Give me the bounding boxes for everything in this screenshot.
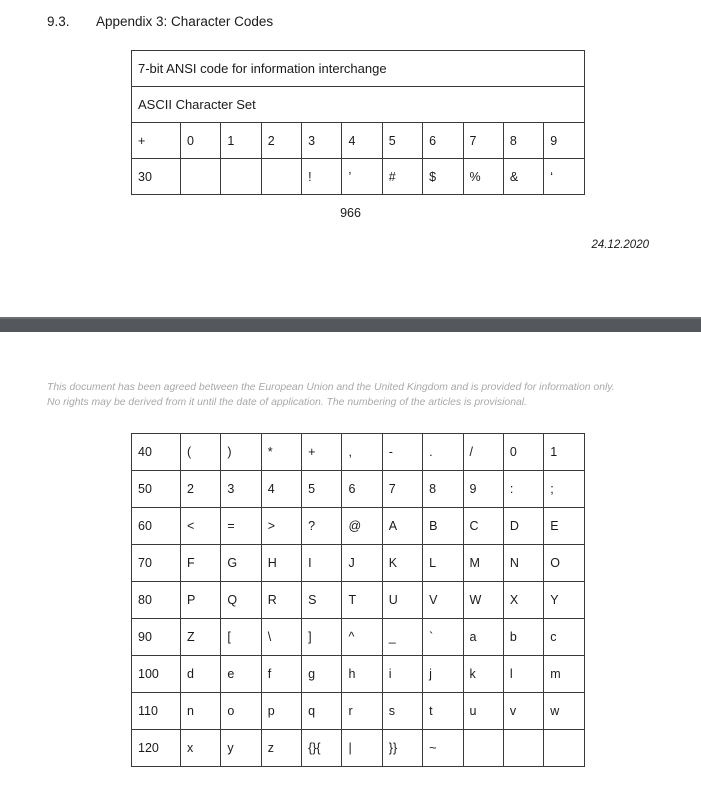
section-title: Appendix 3: Character Codes [96, 14, 274, 29]
table-cell: z [261, 730, 301, 767]
table-cell: > [261, 508, 301, 545]
table-row [132, 471, 585, 508]
row-label-cell: + [132, 123, 181, 159]
table-cell: F [181, 545, 221, 582]
table-cell: & [503, 159, 543, 195]
table-cell: _ [382, 619, 422, 656]
table-cell: D [503, 508, 543, 545]
table-cell: ? [302, 508, 342, 545]
table-cell: y [221, 730, 261, 767]
table-cell: ) [221, 434, 261, 471]
table-cell: i [382, 656, 422, 693]
section-heading [0, 14, 701, 32]
table-cell: u [463, 693, 503, 730]
table-cell: 3 [221, 471, 261, 508]
table-cell: l [503, 656, 543, 693]
page-date: 24.12.2020 [591, 239, 649, 251]
table-cell: W [463, 582, 503, 619]
table-cell: % [463, 159, 503, 195]
table-row [132, 159, 585, 195]
table-cell: ( [181, 434, 221, 471]
table-cell: ^ [342, 619, 382, 656]
table-cell: s [382, 693, 422, 730]
table-cell: 4 [261, 471, 301, 508]
table-caption-row [132, 51, 585, 87]
table-cell: / [463, 434, 503, 471]
table-cell: Y [544, 582, 584, 619]
table-cell: v [503, 693, 543, 730]
table-cell: H [261, 545, 301, 582]
table-cell: 7 [463, 123, 503, 159]
row-label-cell: 70 [132, 545, 181, 582]
table-cell: G [221, 545, 261, 582]
table-cell: 1 [544, 434, 584, 471]
table-cell: 9 [544, 123, 584, 159]
table-cell: ‘ [544, 159, 584, 195]
table-cell: * [261, 434, 301, 471]
table-cell: X [503, 582, 543, 619]
disclaimer [47, 380, 677, 410]
table-cell: j [423, 656, 463, 693]
table-cell: 3 [302, 123, 342, 159]
table-cell: b [503, 619, 543, 656]
table-subcaption: ASCII Character Set [132, 87, 585, 123]
table-cell: ; [544, 471, 584, 508]
table-cell: N [503, 545, 543, 582]
table-cell: B [423, 508, 463, 545]
row-label-cell: 90 [132, 619, 181, 656]
table-cell: 8 [503, 123, 543, 159]
table-cell: @ [342, 508, 382, 545]
table-cell [181, 159, 221, 195]
table-cell: , [342, 434, 382, 471]
table-cell: L [423, 545, 463, 582]
table-cell: p [261, 693, 301, 730]
table-cell [503, 730, 543, 767]
table-cell: ] [302, 619, 342, 656]
table-row [132, 619, 585, 656]
table-cell: C [463, 508, 503, 545]
page-separator [0, 317, 701, 332]
ascii-code-table [131, 433, 585, 767]
table-cell: 1 [221, 123, 261, 159]
row-label-cell: 80 [132, 582, 181, 619]
table-cell: 5 [382, 123, 422, 159]
table-cell: t [423, 693, 463, 730]
table-cell: 2 [261, 123, 301, 159]
table-cell: \ [261, 619, 301, 656]
table-cell: J [342, 545, 382, 582]
table-cell: ` [423, 619, 463, 656]
table-row [132, 508, 585, 545]
table-cell: n [181, 693, 221, 730]
table-cell: # [382, 159, 422, 195]
section-number: 9.3. [47, 14, 70, 29]
table-cell [544, 730, 584, 767]
table-cell: m [544, 656, 584, 693]
table-cell: A [382, 508, 422, 545]
ascii-header-table [131, 50, 585, 195]
table-cell: K [382, 545, 422, 582]
row-label-cell: 110 [132, 693, 181, 730]
table-row [132, 582, 585, 619]
row-label-cell: 40 [132, 434, 181, 471]
table-cell: 8 [423, 471, 463, 508]
table-cell: e [221, 656, 261, 693]
table-cell: 7 [382, 471, 422, 508]
table-cell: c [544, 619, 584, 656]
table-cell: [ [221, 619, 261, 656]
table-cell: 5 [302, 471, 342, 508]
table-cell: = [221, 508, 261, 545]
row-label-cell: 100 [132, 656, 181, 693]
table-cell: g [302, 656, 342, 693]
disclaimer-line: No rights may be derived from it until the date of application. The numbering of the articles is provisional. [47, 397, 527, 408]
table-cell: k [463, 656, 503, 693]
table-cell: h [342, 656, 382, 693]
table-cell: {}{ [302, 730, 342, 767]
table-cell: ! [302, 159, 342, 195]
table-cell: Z [181, 619, 221, 656]
table-cell [221, 159, 261, 195]
table-cell: a [463, 619, 503, 656]
table-cell [261, 159, 301, 195]
table-row [132, 434, 585, 471]
table-cell: d [181, 656, 221, 693]
table-cell: 6 [423, 123, 463, 159]
table-caption: 7-bit ANSI code for information interchange [132, 51, 585, 87]
table-subcaption-row [132, 87, 585, 123]
table-cell: T [342, 582, 382, 619]
table-cell: - [382, 434, 422, 471]
table-cell: < [181, 508, 221, 545]
table-cell: + [302, 434, 342, 471]
table-cell: }} [382, 730, 422, 767]
table-row [132, 545, 585, 582]
table-cell: Q [221, 582, 261, 619]
table-cell: ’ [342, 159, 382, 195]
table-cell: I [302, 545, 342, 582]
table-cell [463, 730, 503, 767]
table-cell: 9 [463, 471, 503, 508]
table-cell: f [261, 656, 301, 693]
table-cell: 0 [181, 123, 221, 159]
table-cell: $ [423, 159, 463, 195]
table-cell: . [423, 434, 463, 471]
table-cell: w [544, 693, 584, 730]
table-row [132, 730, 585, 767]
table-cell: 0 [503, 434, 543, 471]
row-label-cell: 30 [132, 159, 181, 195]
page-number: 966 [340, 206, 361, 220]
row-label-cell: 120 [132, 730, 181, 767]
table-cell: x [181, 730, 221, 767]
table-cell: P [181, 582, 221, 619]
table-cell: M [463, 545, 503, 582]
table-cell: o [221, 693, 261, 730]
column-header-row [132, 123, 585, 159]
row-label-cell: 60 [132, 508, 181, 545]
table-cell: 4 [342, 123, 382, 159]
disclaimer-line: This document has been agreed between the European Union and the United Kingdom and is provided for information only. [47, 382, 615, 393]
table-row [132, 656, 585, 693]
table-cell: S [302, 582, 342, 619]
row-label-cell: 50 [132, 471, 181, 508]
table-cell: 6 [342, 471, 382, 508]
table-cell: q [302, 693, 342, 730]
table-cell: E [544, 508, 584, 545]
table-cell: V [423, 582, 463, 619]
table-cell: ~ [423, 730, 463, 767]
table-cell: 2 [181, 471, 221, 508]
table-cell: O [544, 545, 584, 582]
table-cell: : [503, 471, 543, 508]
table-cell: U [382, 582, 422, 619]
table-cell: r [342, 693, 382, 730]
table-row [132, 693, 585, 730]
table-cell: R [261, 582, 301, 619]
table-cell: | [342, 730, 382, 767]
